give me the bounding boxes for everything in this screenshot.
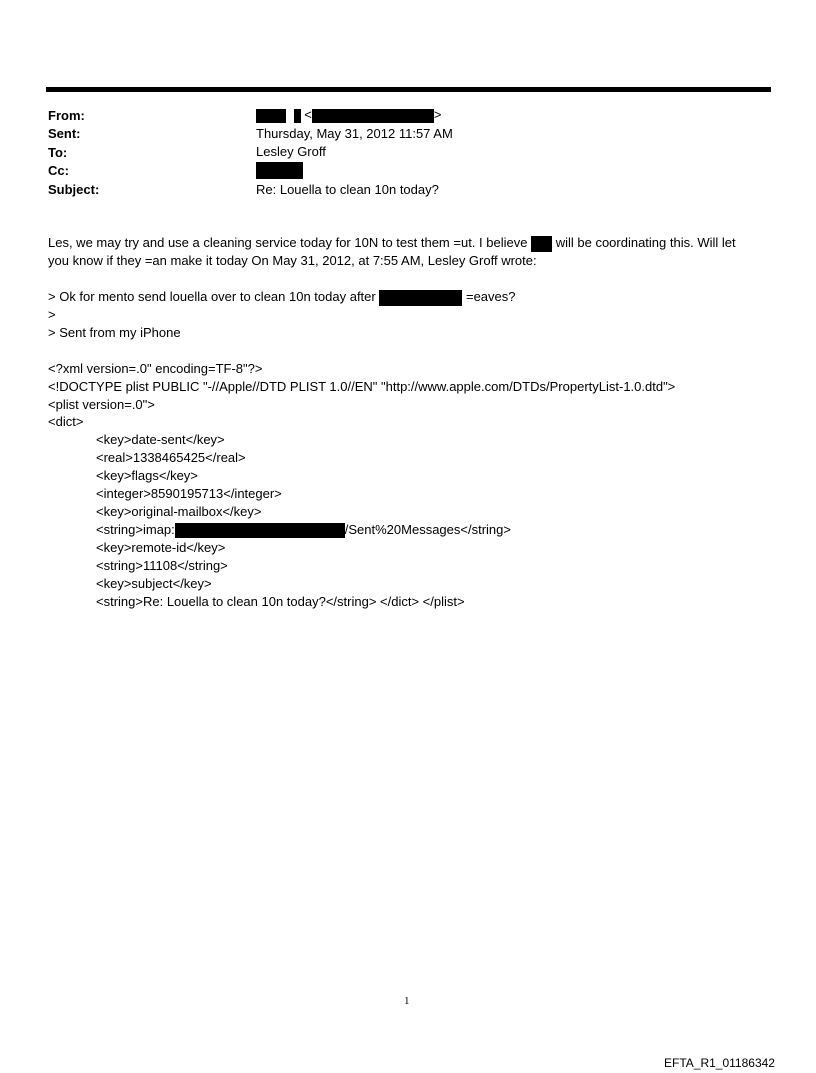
- value-subject: <string>Re: Louella to clean 10n today?</string> </dict> </plist>: [96, 594, 465, 609]
- body-line-1: [48, 235, 736, 252]
- sent-value: Thursday, May 31, 2012 11:57 AM: [256, 126, 453, 141]
- key-original-mailbox: <key>original-mailbox</key>: [96, 504, 262, 519]
- quote-line-3: > Sent from my iPhone: [48, 325, 181, 340]
- page-number: 1: [404, 995, 410, 1007]
- value-mailbox-prefix: <string>imap:: [96, 522, 175, 537]
- bates-stamp: EFTA_R1_01186342: [664, 1056, 775, 1070]
- subject-value: Re: Louella to clean 10n today?: [256, 182, 439, 197]
- doctype-line: <!DOCTYPE plist PUBLIC "-//Apple//DTD PLIST 1.0//EN" "http://www.apple.com/DTDs/PropertyList-1.0.dtd">: [48, 379, 676, 394]
- redaction-mailbox: [175, 523, 345, 538]
- redaction-cc: [256, 162, 303, 179]
- body-line-1b: will be coordinating this. Will let: [555, 235, 736, 250]
- body-line-1a: Les, we may try and use a cleaning service today for 10N to test them =ut. I believe: [48, 235, 528, 250]
- from-close-bracket: >: [433, 107, 442, 122]
- value-mailbox-suffix: /Sent%20Messages</string>: [344, 522, 511, 537]
- value-flags: <integer>8590195713</integer>: [96, 486, 282, 501]
- quote-line-1: [48, 289, 516, 306]
- from-label: From:: [48, 108, 85, 123]
- to-value: Lesley Groff: [256, 144, 326, 159]
- quote-line-1b: =eaves?: [465, 289, 516, 304]
- cc-label: Cc:: [48, 163, 69, 178]
- to-label: To:: [48, 145, 68, 160]
- sent-label: Sent:: [48, 126, 81, 141]
- header-rule: [46, 87, 771, 92]
- key-subject: <key>subject</key>: [96, 576, 212, 591]
- from-value: [256, 107, 441, 123]
- redaction-quote-name: [379, 290, 462, 306]
- quote-line-1a: > Ok for mento send louella over to clean 10n today after: [48, 289, 376, 304]
- cc-value: [256, 162, 303, 179]
- from-open-bracket: <: [304, 107, 312, 122]
- quote-line-2: >: [48, 307, 56, 322]
- key-date-sent: <key>date-sent</key>: [96, 432, 225, 447]
- redaction-body-name: [531, 236, 552, 252]
- key-remote-id: <key>remote-id</key>: [96, 540, 226, 555]
- redaction-from-email: [312, 109, 434, 123]
- subject-label: Subject:: [48, 182, 100, 197]
- plist-open: <plist version=.0">: [48, 397, 155, 412]
- redaction-from-name: [256, 109, 286, 123]
- xml-declaration: <?xml version=.0" encoding=TF-8"?>: [48, 361, 263, 376]
- redaction-from-initial: [294, 109, 301, 123]
- value-original-mailbox: [96, 522, 511, 538]
- body-line-2: you know if they =an make it today On May 31, 2012, at 7:55 AM, Lesley Groff wrote:: [48, 253, 537, 268]
- key-flags: <key>flags</key>: [96, 468, 198, 483]
- dict-open: <dict>: [48, 414, 84, 429]
- value-remote-id: <string>11108</string>: [96, 558, 228, 573]
- value-date-sent: <real>1338465425</real>: [96, 450, 246, 465]
